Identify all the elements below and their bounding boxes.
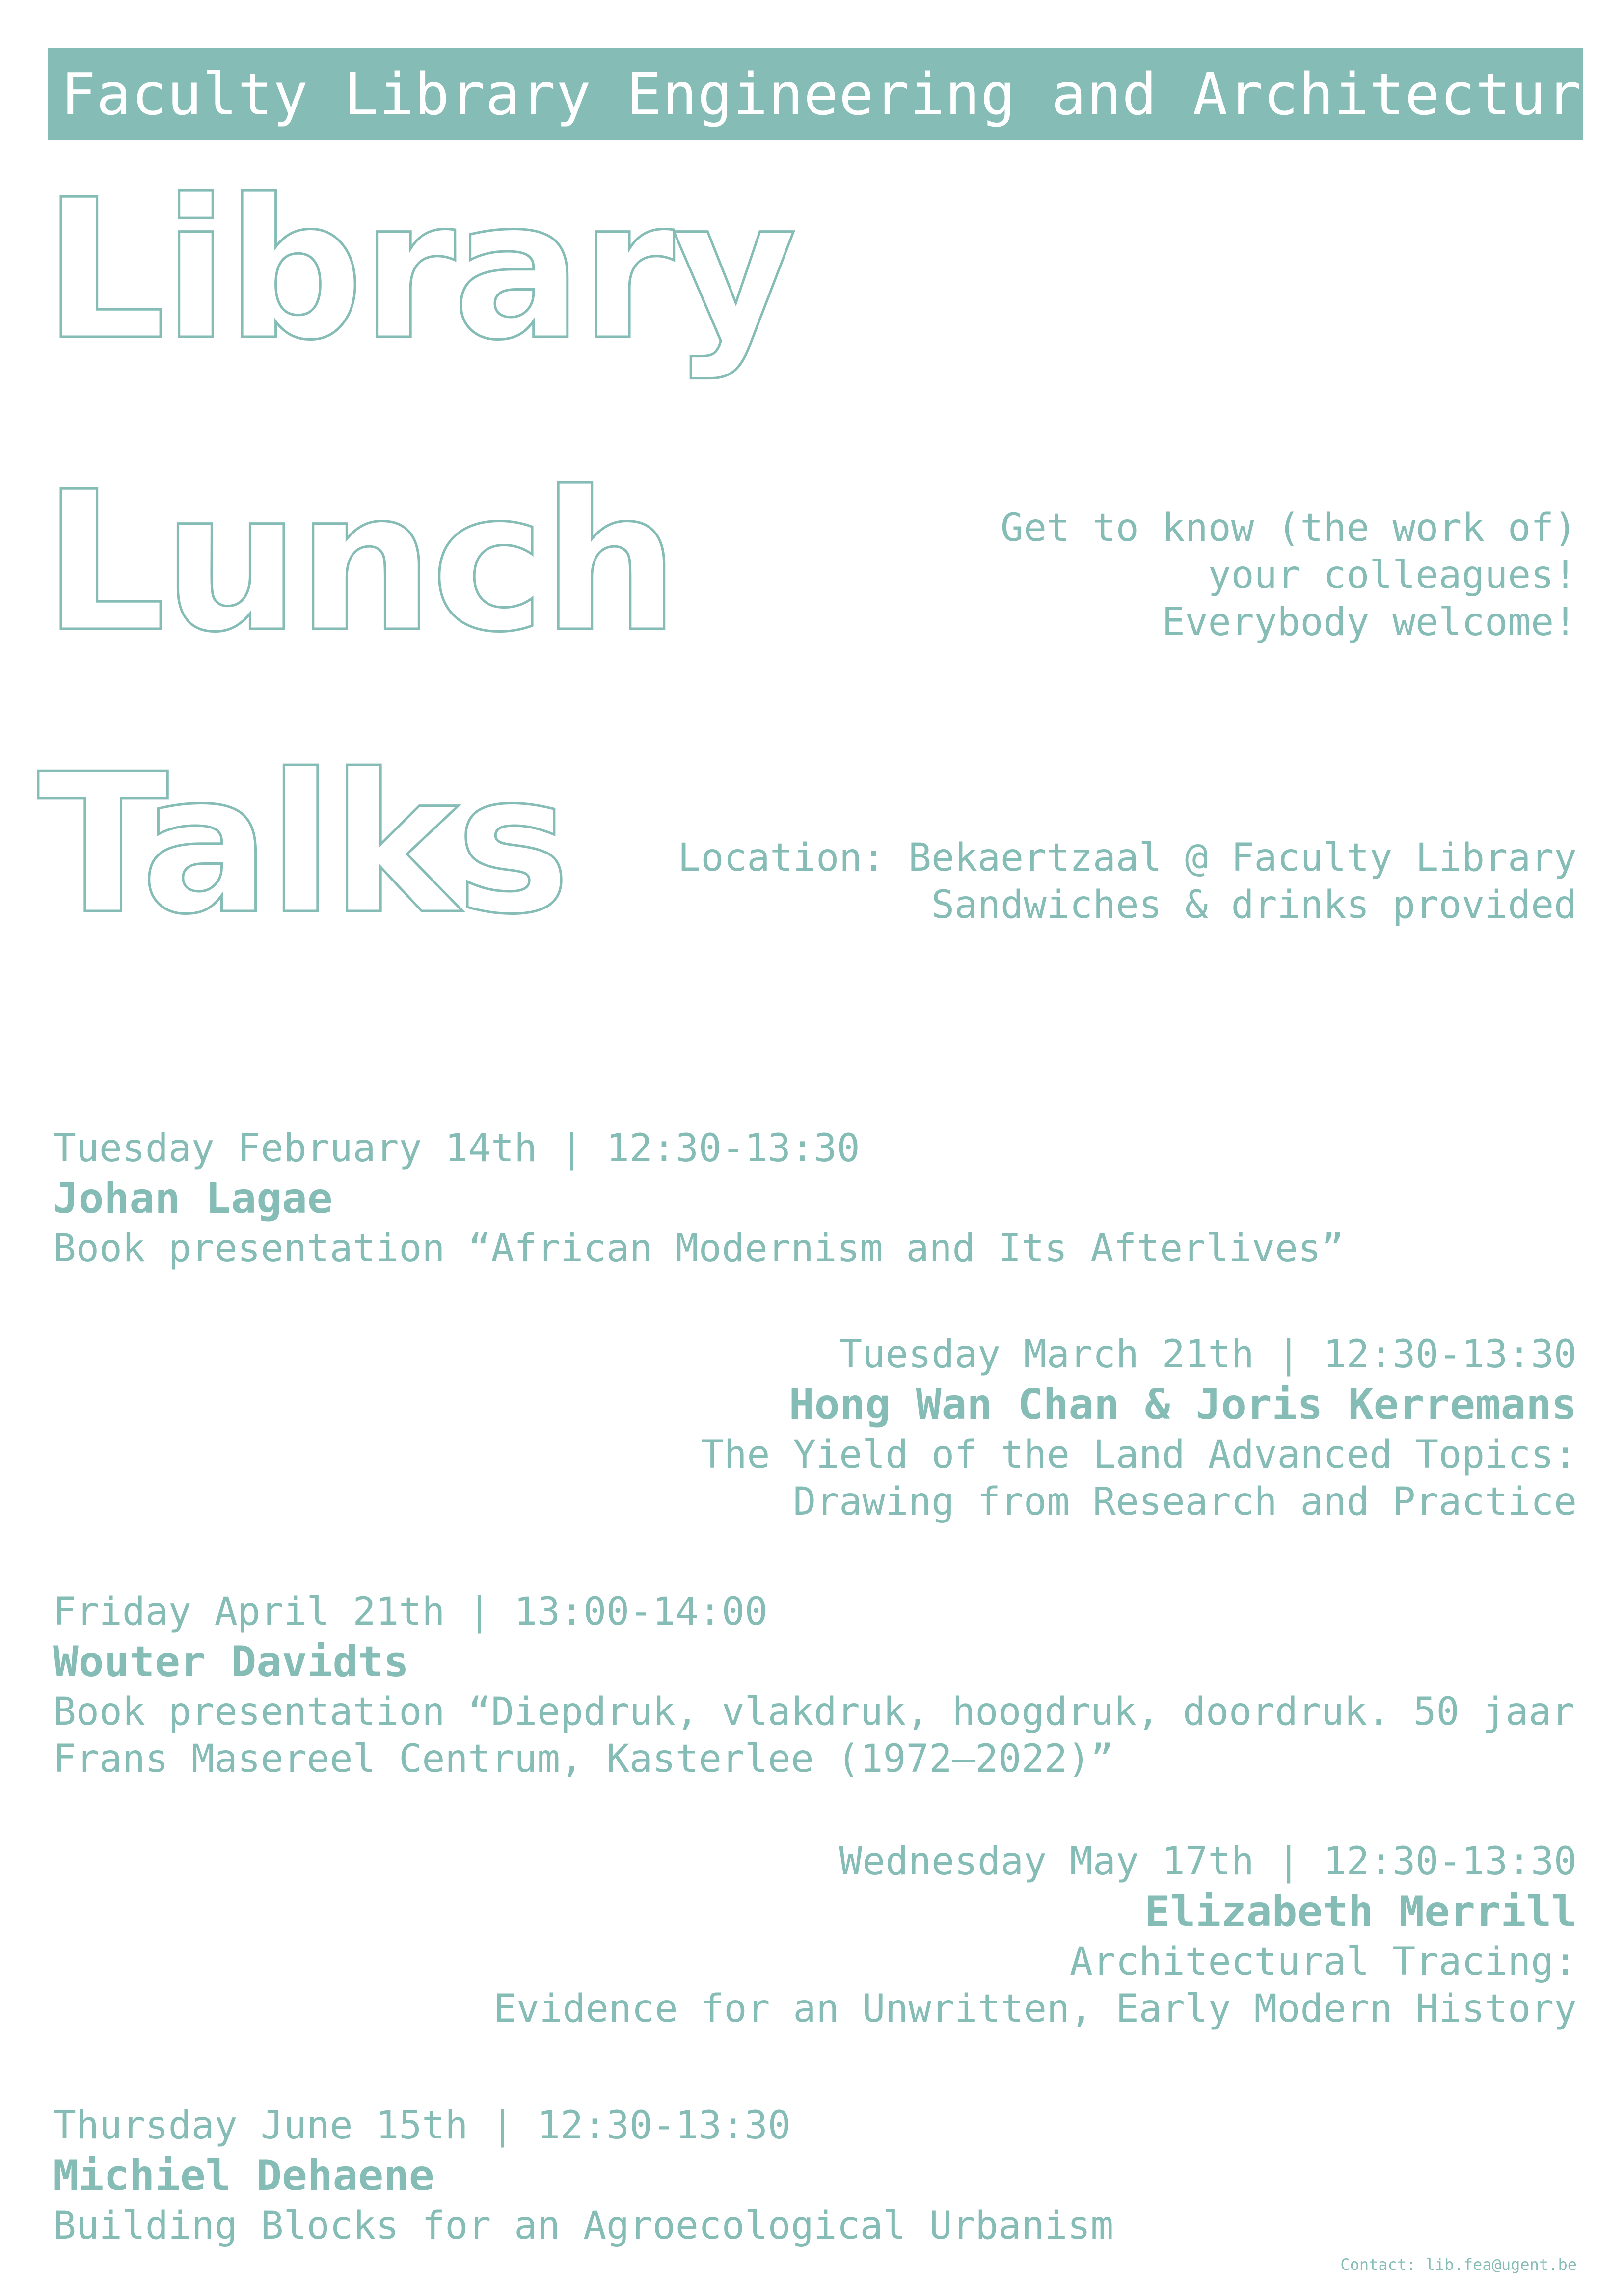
event-description-line: Building Blocks for an Agroecological Urbanism (53, 2204, 1114, 2248)
headline-word-library: Library (43, 159, 794, 382)
catering-line: Sandwiches & drinks provided (931, 883, 1577, 927)
header-title: Faculty Library Engineering and Architecture (61, 60, 1617, 128)
headline-word-talks: Talks (37, 733, 568, 957)
event-description-line: Frans Masereel Centrum, Kasterlee (1972—2022)” (53, 1737, 1114, 1781)
event-description (53, 2202, 1113, 2249)
event-speaker: Michiel Dehaene (53, 2151, 434, 2200)
event-date: Thursday June 15th | 12:30-13:30 (53, 2104, 791, 2148)
event-date: Wednesday May 17th | 12:30-13:30 (839, 1840, 1577, 1884)
event-2 (701, 1331, 1577, 1525)
event-description (53, 1688, 1574, 1783)
event-speaker: Wouter Davidts (53, 1637, 409, 1686)
event-date: Tuesday February 14th | 12:30-13:30 (53, 1126, 860, 1171)
event-description-line: Book presentation “Diepdruk, vlakdruk, hoogdruk, doordruk. 50 jaar (53, 1690, 1575, 1734)
event-description-line: The Yield of the Land Advanced Topics: (701, 1433, 1577, 1477)
event-1 (53, 1125, 1344, 1272)
event-speaker: Johan Lagae (53, 1174, 333, 1223)
location-line: Location: Bekaertzaal @ Faculty Library (677, 836, 1577, 880)
header-bar (48, 48, 1617, 140)
event-speaker: Elizabeth Merrill (1144, 1887, 1577, 1936)
intro-line: Everybody welcome! (1162, 600, 1577, 644)
event-description-line: Drawing from Research and Practice (793, 1480, 1577, 1524)
event-description (701, 1431, 1577, 1525)
event-4 (493, 1838, 1577, 2032)
event-description (53, 1225, 1344, 1272)
event-3 (53, 1588, 1574, 1783)
event-description-line: Evidence for an Unwritten, Early Modern History (493, 1987, 1577, 2031)
event-description-line: Architectural Tracing: (1069, 1940, 1577, 1984)
event-description (493, 1938, 1577, 2032)
location-info (678, 834, 1577, 929)
intro-line: Get to know (the work of) (1001, 506, 1577, 550)
event-date: Tuesday March 21th | 12:30-13:30 (839, 1333, 1577, 1377)
intro-text (1001, 505, 1577, 646)
headline-word-lunch: Lunch (43, 451, 677, 674)
event-date: Friday April 21th | 13:00-14:00 (53, 1590, 768, 1634)
event-description-line: Book presentation “African Modernism and Its Afterlives” (53, 1227, 1344, 1271)
intro-line: your colleagues! (1208, 553, 1577, 597)
event-5 (53, 2102, 1113, 2249)
contact-email: Contact: lib.fea@ugent.be (1340, 2255, 1577, 2274)
event-speaker: Hong Wan Chan & Joris Kerremans (788, 1380, 1577, 1429)
